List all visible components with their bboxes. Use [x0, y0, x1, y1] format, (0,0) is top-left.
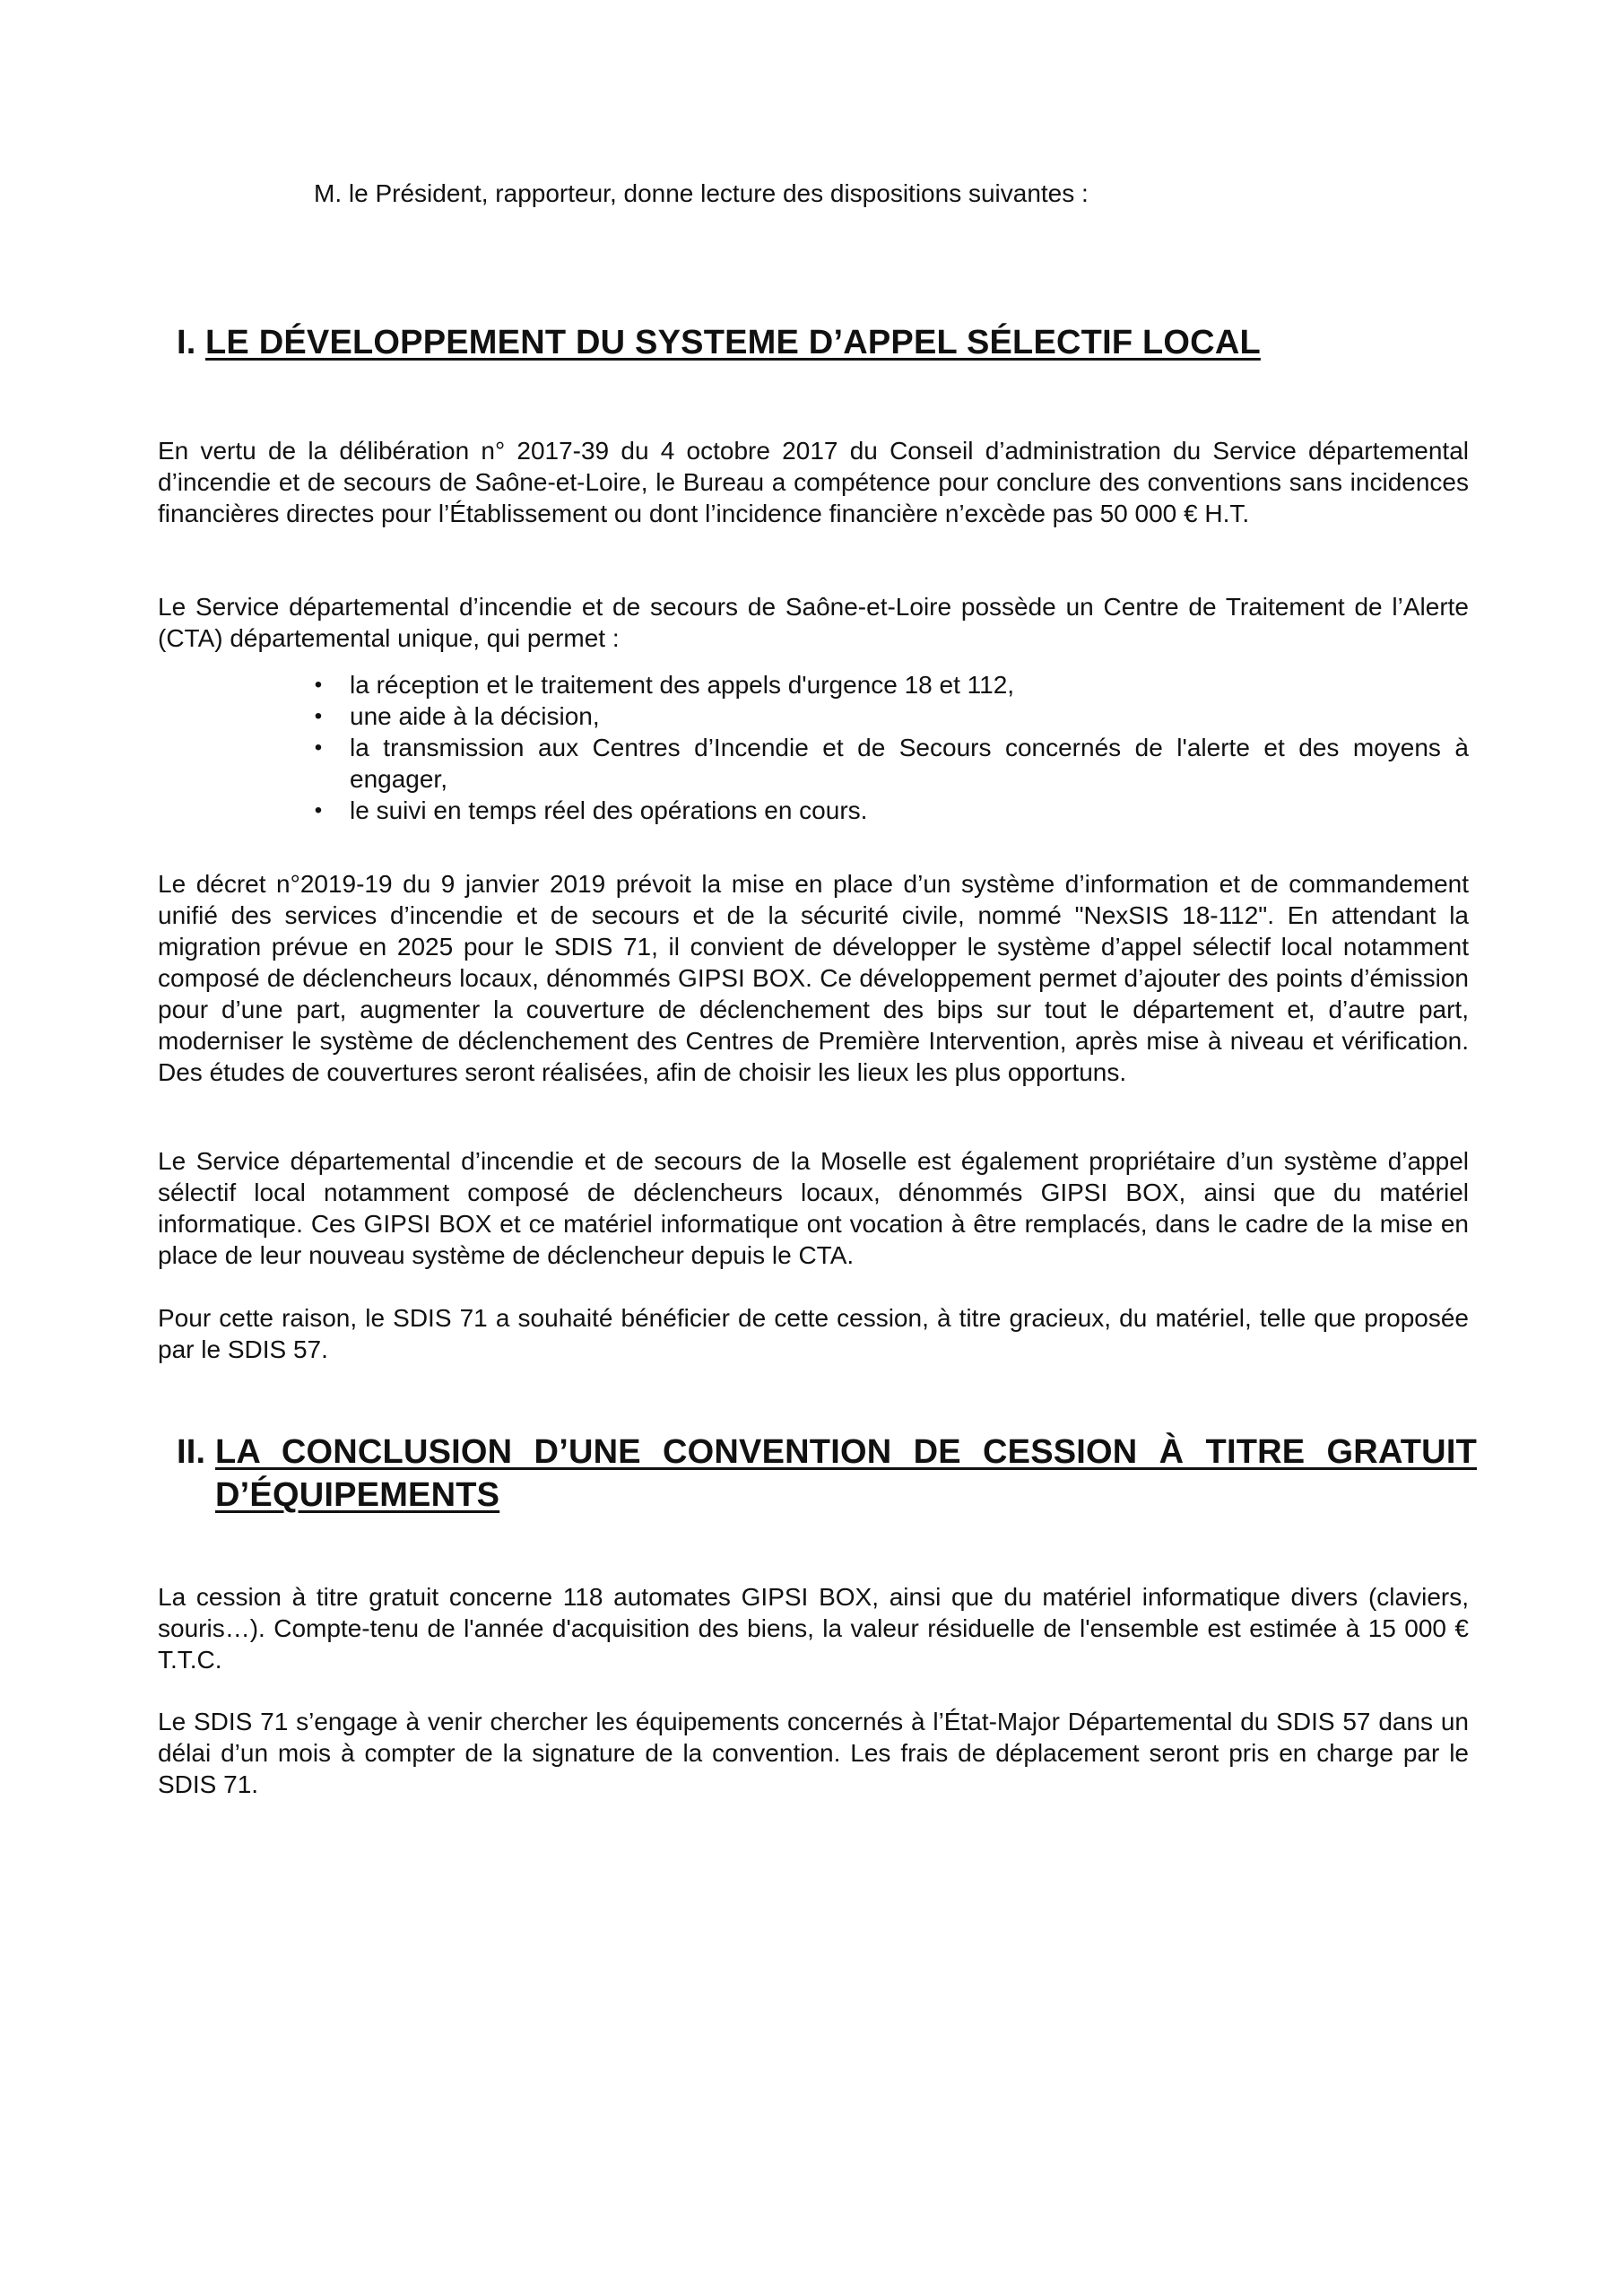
- bullet-icon: •: [314, 735, 323, 760]
- section-2-paragraph-1: La cession à titre gratuit concerne 118 automates GIPSI BOX, ainsi que du matériel informatique divers (claviers, souris…). Compte-tenu de l'année d'acquisition des biens, la valeur résiduelle de l'ensemble est estimée à 15 000 € T.T.C.: [158, 1583, 1469, 1674]
- list-item: [309, 732, 1469, 795]
- bullet-icon: •: [314, 704, 323, 728]
- section-1-paragraph-5: Pour cette raison, le SDIS 71 a souhaité bénéficier de cette cession, à titre gracieux, du matériel, telle que proposée par le SDIS 57.: [158, 1304, 1469, 1363]
- list-item: [309, 669, 1469, 700]
- list-item-text: la réception et le traitement des appels d'urgence 18 et 112,: [350, 671, 1015, 699]
- section-1-paragraph-4: Le Service départemental d’incendie et de secours de la Moselle est également propriétaire d’un système d’appel sélectif local notamment composé de déclencheurs locaux, dénommés GIPSI BOX, ainsi que du matériel informatique. Ces GIPSI BOX et ce matériel informatique ont vocation à être remplacés, dans le cadre de la mise en place de leur nouveau système de déclencheur depuis le CTA.: [158, 1147, 1469, 1269]
- list-item: [309, 795, 1469, 826]
- section-2-heading: [177, 1431, 1477, 1517]
- section-2-paragraph-2: Le SDIS 71 s’engage à venir chercher les équipements concernés à l’État-Major Départemental du SDIS 57 dans un délai d’un mois à compter de la signature de la convention. Les frais de déplacement seront pris en charge par le SDIS 71.: [158, 1708, 1469, 1798]
- bullet-icon: •: [314, 798, 323, 822]
- list-item-text: la transmission aux Centres d’Incendie et de Secours concernés de l'alerte et des moyens à engager,: [350, 734, 1469, 793]
- section-1-title: LE DÉVELOPPEMENT DU SYSTEME D’APPEL SÉLECTIF LOCAL: [205, 324, 1261, 361]
- section-1-number: I.: [177, 324, 196, 361]
- cta-functions-list: [309, 669, 1469, 826]
- intro-line: M. le Président, rapporteur, donne lecture des dispositions suivantes :: [314, 179, 1089, 207]
- list-item: [309, 700, 1469, 732]
- section-1-paragraph-1: En vertu de la délibération n° 2017-39 du 4 octobre 2017 du Conseil d’administration du Service départemental d’incendie et de secours de Saône-et-Loire, le Bureau a compétence pour conclure des conventions sans incidences financières directes pour l’Établissement ou dont l’incidence financière n’excède pas 50 000 € H.T.: [158, 437, 1469, 527]
- bullet-icon: •: [314, 673, 323, 697]
- section-1-heading: [177, 321, 1477, 364]
- section-2-title: LA CONCLUSION D’UNE CONVENTION DE CESSION À TITRE GRATUIT D’ÉQUIPEMENTS: [215, 1433, 1477, 1514]
- list-item-text: une aide à la décision,: [350, 702, 600, 730]
- section-2-number: II.: [177, 1433, 206, 1471]
- section-1-paragraph-2: Le Service départemental d’incendie et de secours de Saône-et-Loire possède un Centre de Traitement de l’Alerte (CTA) départemental unique, qui permet :: [158, 593, 1469, 652]
- list-item-text: le suivi en temps réel des opérations en cours.: [350, 796, 868, 824]
- section-1-paragraph-3: Le décret n°2019-19 du 9 janvier 2019 prévoit la mise en place d’un système d’information et de commandement unifié des services d’incendie et de secours et de la sécurité civile, nommé "NexSIS 18-112". En attendant la migration prévue en 2025 pour le SDIS 71, il convient de développer le système d’appel sélectif local notamment composé de déclencheurs locaux, dénommés GIPSI BOX. Ce développement permet d’ajouter des points d’émission pour d’une part, augmenter la couverture de déclenchement des bips sur tout le département et, d’autre part, moderniser le système de déclenchement des Centres de Première Intervention, après mise à niveau et vérification. Des études de couvertures seront réalisées, afin de choisir les lieux les plus opportuns.: [158, 870, 1469, 1086]
